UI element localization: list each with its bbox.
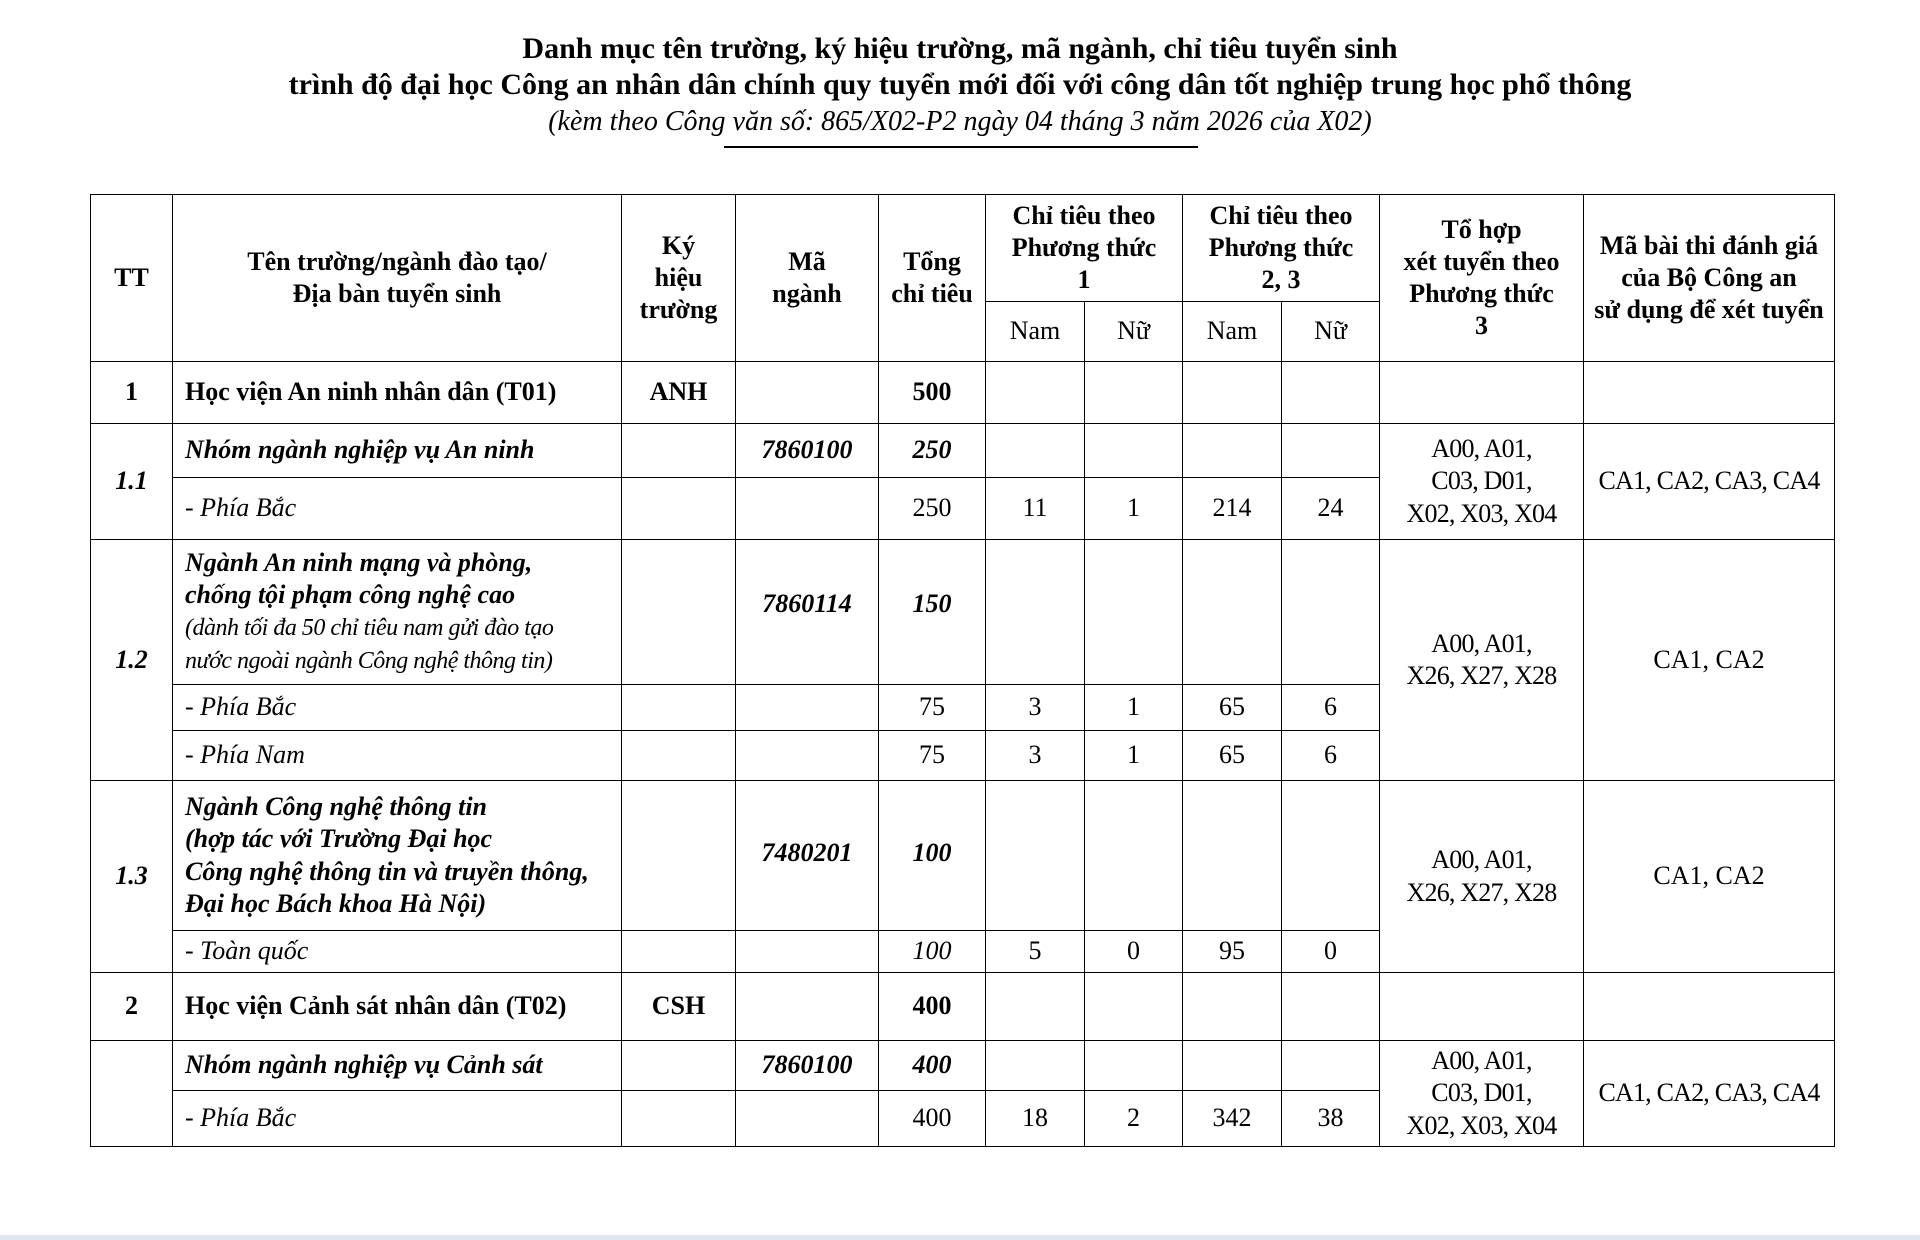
row-tt: 1.1 xyxy=(91,424,173,540)
row-code: 7860114 xyxy=(736,540,879,685)
row-total: 400 xyxy=(879,1091,986,1147)
row-exam: CA1, CA2, CA3, CA4 xyxy=(1584,1041,1835,1147)
row-m1-female: 1 xyxy=(1085,685,1183,731)
row-m1-male xyxy=(986,540,1085,685)
row-name: Nhóm ngành nghiệp vụ Cảnh sát xyxy=(173,1041,622,1091)
row-code xyxy=(736,478,879,540)
row-code xyxy=(736,731,879,781)
row-m1-female xyxy=(1085,1041,1183,1091)
row-m23-female xyxy=(1282,781,1380,931)
row-name: - Toàn quốc xyxy=(173,931,622,973)
row-m23-male: 65 xyxy=(1183,685,1282,731)
header-m1-female: Nữ xyxy=(1085,302,1183,362)
header-m23-female: Nữ xyxy=(1282,302,1380,362)
row-total: 400 xyxy=(879,973,986,1041)
row-symbol xyxy=(622,731,736,781)
header-school-symbol: Ký hiệu trường xyxy=(622,195,736,362)
table-row xyxy=(91,540,1835,685)
header-name: Tên trường/ngành đào tạo/ Địa bàn tuyển sinh xyxy=(173,195,622,362)
row-m1-male xyxy=(986,424,1085,478)
row-m23-female xyxy=(1282,540,1380,685)
row-m1-male: 11 xyxy=(986,478,1085,540)
table-row xyxy=(91,362,1835,424)
row-symbol: ANH xyxy=(622,362,736,424)
row-exam xyxy=(1584,362,1835,424)
row-m23-female: 6 xyxy=(1282,685,1380,731)
row-m1-female xyxy=(1085,781,1183,931)
row-code xyxy=(736,362,879,424)
row-name: Ngành Công nghệ thông tin (hợp tác với Trường Đại học Công nghệ thông tin và truyền thông, Đại học Bách khoa Hà Nội) xyxy=(173,781,622,931)
row-symbol xyxy=(622,540,736,685)
row-m1-male xyxy=(986,1041,1085,1091)
header-row-1 xyxy=(91,195,1835,302)
row-m1-male: 5 xyxy=(986,931,1085,973)
table-row xyxy=(91,1041,1835,1091)
header-m1-male: Nam xyxy=(986,302,1085,362)
header-tt: TT xyxy=(91,195,173,362)
row-m1-female xyxy=(1085,540,1183,685)
row-m1-male: 3 xyxy=(986,731,1085,781)
row-code xyxy=(736,685,879,731)
row-total: 500 xyxy=(879,362,986,424)
row-combination: A00, A01, X26, X27, X28 xyxy=(1380,781,1584,973)
row-m23-male: 95 xyxy=(1183,931,1282,973)
header-method-2-3: Chỉ tiêu theo Phương thức 2, 3 xyxy=(1183,195,1380,302)
header-major-code: Mã ngành xyxy=(736,195,879,362)
row-name: Học viện Cảnh sát nhân dân (T02) xyxy=(173,973,622,1041)
row-name: Học viện An ninh nhân dân (T01) xyxy=(173,362,622,424)
row-m23-male xyxy=(1183,424,1282,478)
row-symbol xyxy=(622,931,736,973)
row-total: 100 xyxy=(879,931,986,973)
row-m1-female xyxy=(1085,424,1183,478)
header-combination: Tổ hợp xét tuyển theo Phương thức 3 xyxy=(1380,195,1584,362)
row-code xyxy=(736,973,879,1041)
row-total: 250 xyxy=(879,478,986,540)
row-m1-female xyxy=(1085,973,1183,1041)
header-exam-code: Mã bài thi đánh giá của Bộ Công an sử dụng để xét tuyển xyxy=(1584,195,1835,362)
row-symbol xyxy=(622,781,736,931)
row-name: Ngành An ninh mạng và phòng, chống tội phạm công nghệ cao (dành tối đa 50 chỉ tiêu nam gửi đào tạo nước ngoài ngành Công nghệ thông tin) xyxy=(173,540,622,685)
row-m23-male xyxy=(1183,973,1282,1041)
row-symbol xyxy=(622,1041,736,1091)
header-m23-male: Nam xyxy=(1183,302,1282,362)
row-exam: CA1, CA2 xyxy=(1584,540,1835,781)
row-name: - Phía Bắc xyxy=(173,685,622,731)
row-m23-female: 6 xyxy=(1282,731,1380,781)
row-m23-female: 0 xyxy=(1282,931,1380,973)
row-exam: CA1, CA2 xyxy=(1584,781,1835,973)
row-m23-female: 24 xyxy=(1282,478,1380,540)
row-tt: 1.2 xyxy=(91,540,173,781)
row-m1-female: 2 xyxy=(1085,1091,1183,1147)
row-exam xyxy=(1584,973,1835,1041)
row-name: - Phía Nam xyxy=(173,731,622,781)
row-m23-female xyxy=(1282,973,1380,1041)
row-total: 100 xyxy=(879,781,986,931)
row-combination: A00, A01, X26, X27, X28 xyxy=(1380,540,1584,781)
table-row xyxy=(91,973,1835,1041)
admission-quota-table xyxy=(90,194,1835,1147)
row-m23-male: 214 xyxy=(1183,478,1282,540)
row-tt: 1 xyxy=(91,362,173,424)
row-code: 7480201 xyxy=(736,781,879,931)
row-symbol xyxy=(622,1091,736,1147)
reference-underline xyxy=(724,146,1198,148)
row-symbol xyxy=(622,424,736,478)
row-name: Nhóm ngành nghiệp vụ An ninh xyxy=(173,424,622,478)
row-total: 400 xyxy=(879,1041,986,1091)
row-m1-female: 1 xyxy=(1085,731,1183,781)
row-tt: 2 xyxy=(91,973,173,1041)
row-m23-female xyxy=(1282,424,1380,478)
row-m23-male xyxy=(1183,1041,1282,1091)
table-row xyxy=(91,781,1835,931)
row-m1-female: 1 xyxy=(1085,478,1183,540)
document-reference: (kèm theo Công văn số: 865/X02-P2 ngày 04 tháng 3 năm 2026 của X02) xyxy=(548,106,1372,137)
row-code xyxy=(736,931,879,973)
row-m23-male xyxy=(1183,362,1282,424)
document-title-line-2: trình độ đại học Công an nhân dân chính quy tuyển mới đối với công dân tốt nghiệp trung học phổ thông xyxy=(288,68,1632,101)
row-m23-female: 38 xyxy=(1282,1091,1380,1147)
row-m1-female: 0 xyxy=(1085,931,1183,973)
row-m23-male: 342 xyxy=(1183,1091,1282,1147)
row-m1-male: 18 xyxy=(986,1091,1085,1147)
viewer-bottom-edge xyxy=(0,1235,1920,1240)
row-code: 7860100 xyxy=(736,1041,879,1091)
row-combination: A00, A01, C03, D01, X02, X03, X04 xyxy=(1380,424,1584,540)
row-total: 250 xyxy=(879,424,986,478)
row-combination xyxy=(1380,362,1584,424)
row-combination xyxy=(1380,973,1584,1041)
table-row xyxy=(91,424,1835,478)
row-m1-male xyxy=(986,362,1085,424)
row-symbol xyxy=(622,478,736,540)
row-m1-male xyxy=(986,781,1085,931)
row-symbol: CSH xyxy=(622,973,736,1041)
row-name: - Phía Bắc xyxy=(173,1091,622,1147)
document-title-line-1: Danh mục tên trường, ký hiệu trường, mã ngành, chỉ tiêu tuyển sinh xyxy=(522,32,1398,65)
row-combination: A00, A01, C03, D01, X02, X03, X04 xyxy=(1380,1041,1584,1147)
row-m23-male xyxy=(1183,540,1282,685)
row-m23-female xyxy=(1282,1041,1380,1091)
row-symbol xyxy=(622,685,736,731)
header-method-1: Chỉ tiêu theo Phương thức 1 xyxy=(986,195,1183,302)
row-m23-male xyxy=(1183,781,1282,931)
row-m1-female xyxy=(1085,362,1183,424)
row-name: - Phía Bắc xyxy=(173,478,622,540)
row-code xyxy=(736,1091,879,1147)
row-tt xyxy=(91,1041,173,1147)
row-exam: CA1, CA2, CA3, CA4 xyxy=(1584,424,1835,540)
row-code: 7860100 xyxy=(736,424,879,478)
header-total-quota: Tổng chỉ tiêu xyxy=(879,195,986,362)
row-m1-male: 3 xyxy=(986,685,1085,731)
row-total: 150 xyxy=(879,540,986,685)
row-m23-female xyxy=(1282,362,1380,424)
row-tt: 1.3 xyxy=(91,781,173,973)
row-total: 75 xyxy=(879,731,986,781)
row-total: 75 xyxy=(879,685,986,731)
row-m23-male: 65 xyxy=(1183,731,1282,781)
row-m1-male xyxy=(986,973,1085,1041)
